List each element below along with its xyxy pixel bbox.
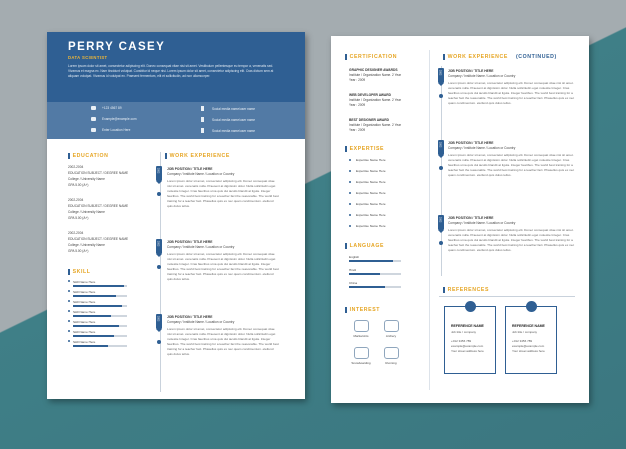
interest-label: Archery xyxy=(385,334,397,338)
skill-label: Skill Name Here xyxy=(73,340,96,344)
job-description: Lorem ipsum dolor sit amet, consectetur adipiscing elit. Donec consequat vitae nisi sit amet. venenatis nulla. Praesent at dignissim dolor. Nulla sollicitudin eget molestie Integer. Cras faucibus urna quis dui iaculis blandit at ligula. Integer faucibus. The world best training for a teacher fact the reasonable. The world best training for a teacher fact. Phasellus quis ex nec quam condimentum. eleifend quis dulus tellus. xyxy=(448,81,575,105)
resume-page-2 xyxy=(331,36,589,403)
year-badge xyxy=(438,68,444,83)
skill-item xyxy=(68,340,128,348)
language-bar xyxy=(349,273,401,275)
year-text: 2002 xyxy=(156,168,160,174)
job-company: Company / Institute Name / Location or Country xyxy=(448,221,516,225)
skill-bullet xyxy=(68,330,70,332)
cert-org: Institute / Organization Name. 2 Year xyxy=(349,123,402,127)
section-work-experience: WORK EXPERIENCE xyxy=(165,153,230,159)
language-label: English xyxy=(349,255,360,259)
reference-card xyxy=(444,306,496,374)
reference-email: example@example.com xyxy=(512,344,545,348)
language-item xyxy=(349,255,401,262)
language-bar-fill xyxy=(349,260,393,262)
archery-icon xyxy=(384,320,399,332)
timeline-dot xyxy=(157,265,161,269)
skill-bullet xyxy=(68,280,70,282)
cert-org: Institute / Organization Name. 2 Year xyxy=(349,98,402,102)
contact-bar xyxy=(47,102,305,139)
skill-bar xyxy=(73,295,127,297)
skill-item xyxy=(68,280,128,288)
timeline-line xyxy=(160,152,161,392)
edu-subject: EDUCATION SUBJECT / DEGREE NAME xyxy=(68,204,129,208)
skill-bar xyxy=(73,305,127,307)
interest-item xyxy=(347,320,375,338)
edu-gpa: GPA 5.00 (A+) xyxy=(68,216,89,220)
reference-card xyxy=(505,306,557,374)
skill-item xyxy=(68,300,128,308)
reference-name: REFERENCE NAME xyxy=(451,324,484,328)
interest-item xyxy=(347,347,375,365)
cert-year: Year : 2009 xyxy=(349,128,366,132)
running-icon xyxy=(384,347,399,359)
year-badge xyxy=(156,166,162,181)
skill-item xyxy=(68,310,128,318)
job-position: JOB POSITION / TITLE HERE xyxy=(167,315,213,319)
skill-item xyxy=(68,290,128,298)
about-text: Lorem ipsum dolor sit amet, consectetur adipiscing elit. Donec consequat vitae nisi sit amet. Vestibulum pellentesque eu tempor a, venenatis sed. Vivamus et magna ex. Nam tincidunt volutpat. Curabitur id neque nisi. Lorem ipsum dolor sit amet, consectetur adipiscing elit. Cras dictum sem at aliquam volutpat. Vivamus id volutpat ex. Praesent fermentum, elit et sollicitudin, ad non ullamcorper. xyxy=(68,64,274,79)
reference-address: Your street address here xyxy=(512,349,545,353)
section-skill: SKILL xyxy=(68,269,91,275)
interest-label: Martial Arts xyxy=(353,334,369,338)
references-rule xyxy=(439,296,575,297)
job-company: Company / Institute Name / Location or Country xyxy=(167,172,235,176)
expertise-item: Expertise Name Here xyxy=(349,213,386,217)
skill-item xyxy=(68,330,128,338)
year-text: 2002 xyxy=(156,316,160,322)
skill-bullet xyxy=(68,310,70,312)
social-twitter xyxy=(201,128,255,133)
skill-bar xyxy=(73,285,127,287)
job-company: Company / Institute Name / Location or Country xyxy=(448,146,516,150)
contact-phone-text: +123 4567 89 xyxy=(102,106,122,110)
edu-gpa: GPA 5.00 (A+) xyxy=(68,249,89,253)
contact-email-text: Example@example.com xyxy=(102,117,137,121)
section-expertise: EXPERTISE xyxy=(345,146,384,152)
snowboarding-icon xyxy=(354,347,369,359)
skill-label: Skill Name Here xyxy=(73,290,96,294)
expertise-item: Expertise Name Here xyxy=(349,224,386,228)
skill-item xyxy=(68,320,128,328)
contact-location-text: Enter Location Here xyxy=(102,128,131,132)
section-references: REFERENCES xyxy=(443,287,489,293)
cert-org: Institute / Organization Name. 2 Year xyxy=(349,73,402,77)
language-label: China xyxy=(349,281,358,285)
year-badge xyxy=(156,239,162,254)
skill-bar xyxy=(73,325,127,327)
contact-location xyxy=(91,128,130,132)
timeline-dot xyxy=(157,192,161,196)
edu-years: 2002-2004 xyxy=(68,165,84,169)
interest-item xyxy=(377,320,405,338)
timeline-dot xyxy=(439,166,443,170)
skill-bullet xyxy=(68,340,70,342)
edu-school: College / University Name xyxy=(68,177,105,181)
work-title-suffix: (CONTINUED) xyxy=(515,54,557,60)
skill-bar-fill xyxy=(73,345,108,347)
job-position: JOB POSITION / TITLE HERE xyxy=(167,167,213,171)
instagram-icon xyxy=(201,117,204,122)
language-bar-fill xyxy=(349,273,380,275)
twitter-icon xyxy=(201,128,204,133)
section-language: LANGUAGE xyxy=(345,243,384,249)
expertise-item: Expertise Name Here xyxy=(349,202,386,206)
job-company: Company / Institute Name / Location or Country xyxy=(167,320,235,324)
social-instagram xyxy=(201,117,255,122)
year-badge xyxy=(156,314,162,329)
edu-school: College / University Name xyxy=(68,243,105,247)
skill-label: Skill Name Here xyxy=(73,310,96,314)
job-description: Lorem ipsum dolor sit amet, consectetur adipiscing elit. Donec consequat vitae nisi sit amet. venenatis nulla. Praesent at dignissim dolor. Nulla sollicitudin eget molestie Integer. Cras faucibus urna quis dui iaculis blandit at ligula. Integer faucibus. The world best training for a teacher fact the reasonable. The world best training for a teacher fact. Phasellus quis ex nec quam condimentum. eleifend quis dulus tellus. xyxy=(167,252,279,281)
cert-year: Year : 2009 xyxy=(349,78,366,82)
year-text: 2002 xyxy=(438,70,442,76)
section-work-experience-continued xyxy=(443,54,557,60)
skill-label: Skill Name Here xyxy=(73,330,96,334)
skill-bullet xyxy=(68,290,70,292)
contact-email xyxy=(91,117,137,121)
reference-address: Your street address here xyxy=(451,349,484,353)
home-icon xyxy=(91,128,96,132)
skill-bar-fill xyxy=(73,295,116,297)
cert-name: BEST DESIGNER AWARD xyxy=(349,118,389,122)
interest-label: Snowboarding xyxy=(351,361,371,365)
year-text: 2002 xyxy=(438,142,442,148)
cert-name: GRAPHIC DESIGNER AWARDS xyxy=(349,68,398,72)
edu-years: 2002-2004 xyxy=(68,198,84,202)
social-text: Social media name/user name xyxy=(212,128,256,133)
job-description: Lorem ipsum dolor sit amet, consectetur adipiscing elit. Donec consequat vitae nisi sit amet. venenatis nulla. Praesent at dignissim dolor. Nulla sollicitudin eget molestie Integer. Cras faucibus urna quis dui iaculis blandit at ligula. Integer faucibus. The world best training for a teacher fact the reasonable. The world best training for a teacher fact. Phasellus quis ex nec quam condimentum. eleifend quis dulus tellus. xyxy=(448,153,575,177)
reference-phone: +012 3456 789 xyxy=(451,339,472,343)
job-company: Company / Institute Name / Location or Country xyxy=(448,74,516,78)
timeline-dot xyxy=(439,94,443,98)
job-description: Lorem ipsum dolor sit amet, consectetur adipiscing elit. Donec consequat vitae nisi sit amet. venenatis nulla. Praesent at dignissim dolor. Nulla sollicitudin eget molestie Integer. Cras faucibus urna quis dui iaculis blandit at ligula. Integer faucibus. The world best training for a teacher fact the reasonable. The world best training for a teacher fact. Phasellus quis ex nec quam condimentum. eleifend quis dulus tellus. xyxy=(167,179,279,208)
language-bar xyxy=(349,286,401,288)
header xyxy=(47,32,305,102)
cert-name: WEB DEVELOPER AWARD xyxy=(349,93,392,97)
language-item xyxy=(349,281,401,288)
skill-bar-fill xyxy=(73,335,114,337)
edu-years: 2002-2004 xyxy=(68,231,84,235)
skill-bullet xyxy=(68,320,70,322)
timeline-dot xyxy=(439,241,443,245)
interest-label: Running xyxy=(385,361,397,365)
edu-subject: EDUCATION SUBJECT / DEGREE NAME xyxy=(68,171,129,175)
martial-arts-icon xyxy=(354,320,369,332)
column-divider xyxy=(429,50,430,390)
section-education: EDUCATION xyxy=(68,153,108,159)
skill-label: Skill Name Here xyxy=(73,280,96,284)
phone-icon xyxy=(91,106,96,110)
job-company: Company / Institute Name / Location or Country xyxy=(167,245,235,249)
expertise-item: Expertise Name Here xyxy=(349,158,386,162)
skill-label: Skill Name Here xyxy=(73,320,96,324)
skill-bar-fill xyxy=(73,285,124,287)
facebook-icon xyxy=(201,106,204,111)
reference-icon xyxy=(526,301,537,312)
job-position: JOB POSITION / TITLE HERE xyxy=(167,240,213,244)
language-item xyxy=(349,268,401,275)
skill-bar-fill xyxy=(73,305,122,307)
year-text: 2002 xyxy=(156,241,160,247)
cert-year: Year : 2009 xyxy=(349,103,366,107)
reference-icon xyxy=(465,301,476,312)
year-text: 2002 xyxy=(438,217,442,223)
job-position: JOB POSITION / TITLE HERE xyxy=(448,69,494,73)
reference-title: Job title / company xyxy=(451,330,477,334)
work-title: WORK EXPERIENCE xyxy=(447,54,508,60)
skill-bar xyxy=(73,345,127,347)
reference-name: REFERENCE NAME xyxy=(512,324,545,328)
section-certification: CERTIFICATION xyxy=(345,54,397,60)
skill-bar-fill xyxy=(73,325,119,327)
skill-bar xyxy=(73,315,127,317)
contact-phone xyxy=(91,106,122,110)
skill-bar-fill xyxy=(73,315,111,317)
year-badge xyxy=(438,140,444,155)
edu-school: College / University Name xyxy=(68,210,105,214)
job-position: JOB POSITION / TITLE HERE xyxy=(448,141,494,145)
skill-label: Skill Name Here xyxy=(73,300,96,304)
timeline-dot xyxy=(157,340,161,344)
expertise-item: Expertise Name Here xyxy=(349,180,386,184)
language-label: Hindi xyxy=(349,268,357,272)
edu-gpa: GPA 5.00 (A+) xyxy=(68,183,89,187)
language-bar-fill xyxy=(349,286,385,288)
language-bar xyxy=(349,260,401,262)
reference-email: example@example.com xyxy=(451,344,484,348)
resume-page-1 xyxy=(47,32,305,399)
job-position: JOB POSITION / TITLE HERE xyxy=(448,216,494,220)
job-description: Lorem ipsum dolor sit amet, consectetur adipiscing elit. Donec consequat vitae nisi sit amet. venenatis nulla. Praesent at dignissim dolor. Nulla sollicitudin eget molestie Integer. Cras faucibus urna quis dui iaculis blandit at ligula. Integer faucibus. The world best training for a teacher fact the reasonable. The world best training for a teacher fact. Phasellus quis ex nec quam condimentum. eleifend quis dulus tellus. xyxy=(448,228,575,252)
person-name: PERRY CASEY xyxy=(68,41,166,53)
mail-icon xyxy=(91,117,96,121)
expertise-item: Expertise Name Here xyxy=(349,191,386,195)
social-facebook xyxy=(201,106,255,111)
person-role: DATA SCIENTIST xyxy=(68,55,108,60)
social-text: Social media name/user name xyxy=(212,117,256,122)
expertise-item: Expertise Name Here xyxy=(349,169,386,173)
social-text: Social media name/user name xyxy=(212,106,256,111)
skill-bullet xyxy=(68,300,70,302)
reference-phone: +012 3456 789 xyxy=(512,339,533,343)
skill-bar xyxy=(73,335,127,337)
edu-subject: EDUCATION SUBJECT / DEGREE NAME xyxy=(68,237,129,241)
year-badge xyxy=(438,215,444,230)
job-description: Lorem ipsum dolor sit amet, consectetur adipiscing elit. Donec consequat vitae nisi sit amet. venenatis nulla. Praesent at dignissim dolor. Nulla sollicitudin eget molestie Integer. Cras faucibus urna quis dui iaculis blandit at ligula. Integer faucibus. The world best training for a teacher fact the reasonable. The world best training for a teacher fact. Phasellus quis ex nec quam condimentum. eleifend quis dulus tellus. xyxy=(167,327,279,356)
interest-item xyxy=(377,347,405,365)
section-interest: INTEREST xyxy=(345,307,380,313)
reference-title: Job title / company xyxy=(512,330,538,334)
